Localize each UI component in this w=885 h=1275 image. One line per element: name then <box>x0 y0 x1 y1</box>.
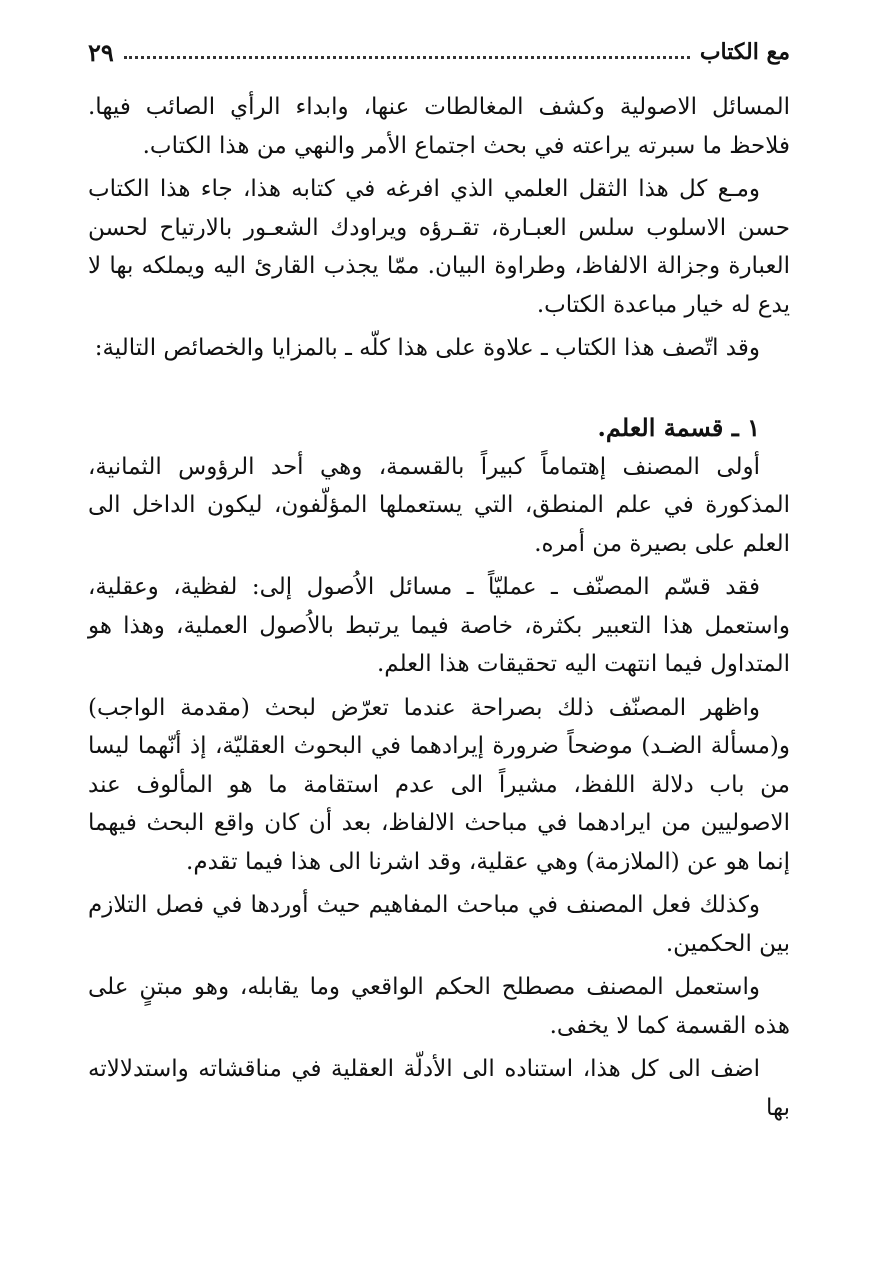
running-header <box>88 34 790 70</box>
paragraph: أولى المصنف إهتماماً كبيراً بالقسمة، وهي أحد الرؤوس الثمانية، المذكورة في علم المنطق، التي يستعملها المؤلّفون، ليكون الداخل الى العلم على بصيرة من أمره. <box>88 453 790 557</box>
section-heading: ١ ـ قسمة العلم. <box>597 412 760 442</box>
paragraph: واستعمل المصنف مصطلح الحكم الواقعي وما يقابله، وهو مبتنٍ على هذه القسمة كما لا يخفى. <box>88 974 790 1039</box>
paragraph: فقد قسّم المصنّف ـ عمليّاً ـ مسائل الاُصول إلى: لفظية، وعقلية، واستعمل هذا التعبير بكثرة، خاصة فيما يرتبط بالاُصول العملية، وهذا هو المتداول فيما انتهت اليه تحقيقات هذا العلم. <box>88 574 790 677</box>
running-title: مع الكتاب <box>699 39 790 65</box>
paragraph: ومـع كل هذا الثقل العلمي الذي افرغه في كتابه هذا، جاء هذا الكتاب حسن الاسلوب سلس العبـارة، تقـرؤه ويراودك الشعـور بالارتياح لحسن العبارة وجزالة الالفاظ، وطراوة البيان. ممّا يجذب القارئ اليه ويملكه بها لا يدع له خيار مباعدة الكتاب. <box>88 176 790 318</box>
paragraph: واظهر المصنّف ذلك بصراحة عندما تعرّض لبحث (مقدمة الواجب) و(مسألة الضـد) موضحاً ضرورة إيرادهما في البحوث العقليّة، إذ أنّهما ليسا من باب دلالة اللفظ، مشيراً الى عدم استقامة ما هو المألوف عند الاصوليين من ايرادهما في مباحث الالفاظ، بعد أن كان واقع البحث فيهما إنما هو عن (الملازمة) وهي عقلية، وقد اشرنا الى هذا فيما تقدم. <box>88 694 790 875</box>
paragraph: اضف الى كل هذا، استناده الى الأدلّة العقلية في مناقشاته واستدلالاته بها <box>88 1056 790 1121</box>
page-number: ٢٩ <box>88 37 114 67</box>
dotted-leader <box>124 56 690 59</box>
paragraph: وقد اتّصف هذا الكتاب ـ علاوة على هذا كلّه ـ بالمزايا والخصائص التالية: <box>94 335 760 361</box>
body-text <box>88 88 790 1127</box>
paragraph: المسائل الاصولية وكشف المغالطات عنها، وابداء الرأي الصائب فيها. فلاحظ ما سبرته يراعته في بحث اجتماع الأمر والنهي من هذا الكتاب. <box>88 94 790 159</box>
paragraph: وكذلك فعل المصنف في مباحث المفاهيم حيث أوردها في فصل التلازم بين الحكمين. <box>88 892 790 957</box>
